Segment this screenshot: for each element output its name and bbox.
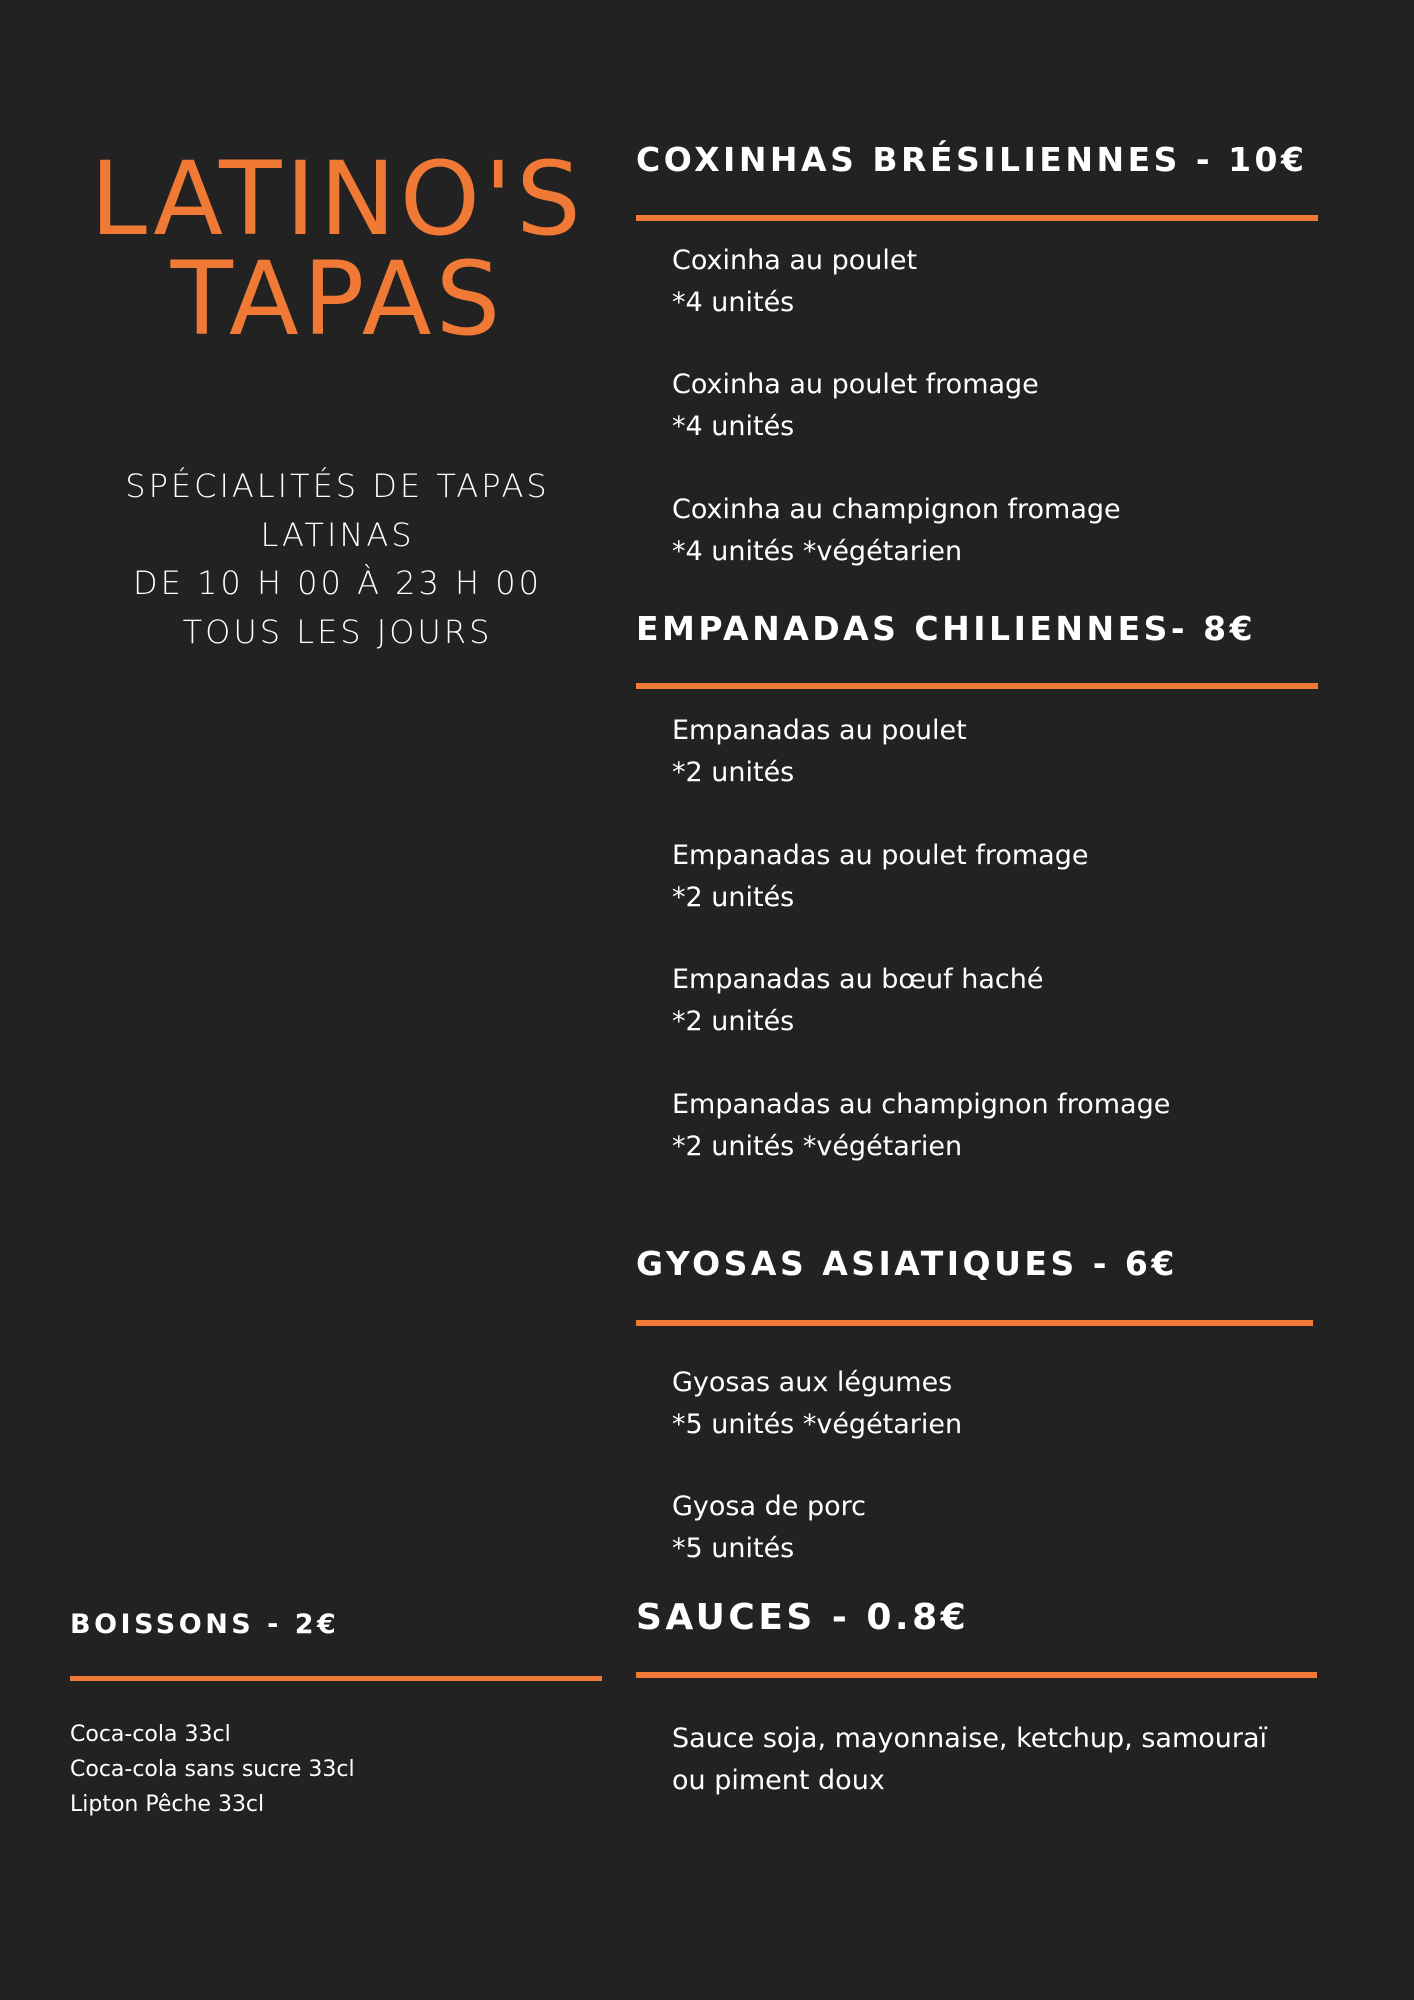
menu-item-name: Coxinha au poulet fromage: [672, 369, 1039, 400]
menu-item: [672, 835, 1088, 919]
menu-item: [672, 364, 1039, 448]
restaurant-name: [60, 140, 615, 359]
menu-item-detail: *2 unités: [672, 882, 795, 913]
menu-item-name: Empanadas au bœuf haché: [672, 964, 1044, 995]
menu-item-name: Empanadas au champignon fromage: [672, 1089, 1171, 1120]
sauces-description: [672, 1718, 1267, 1802]
section-title-coxinhas: COXINHAS BRÉSILIENNES - 10€: [636, 140, 1308, 179]
menu-item: [672, 1362, 962, 1446]
tagline-line-3: DE 10 H 00 À 23 H 00: [133, 564, 542, 602]
menu-item-name: Gyosas aux légumes: [672, 1367, 953, 1398]
menu-item-name: Empanadas au poulet: [672, 715, 967, 746]
menu-item-detail: *5 unités: [672, 1533, 795, 1564]
menu-item-detail: *2 unités: [672, 1006, 795, 1037]
menu-item-name: Coxinha au champignon fromage: [672, 494, 1121, 525]
section-title-sauces: SAUCES - 0.8€: [636, 1597, 970, 1638]
menu-item: [672, 489, 1121, 573]
drink-item: Coca-cola sans sucre 33cl: [70, 1757, 355, 1782]
menu-item: [672, 1084, 1170, 1168]
menu-item-name: Empanadas au poulet fromage: [672, 840, 1089, 871]
section-divider-sauces: [636, 1672, 1317, 1678]
section-divider-boissons: [70, 1676, 602, 1681]
menu-item-detail: *4 unités: [672, 411, 795, 442]
section-divider-gyosas: [636, 1320, 1313, 1326]
section-title-gyosas: GYOSAS ASIATIQUES - 6€: [636, 1244, 1178, 1283]
restaurant-name-line-2: TAPAS: [170, 240, 505, 359]
menu-item-name: Gyosa de porc: [672, 1491, 866, 1522]
drink-item: Lipton Pêche 33cl: [70, 1792, 265, 1817]
menu-item: [672, 1486, 866, 1570]
menu-item-detail: *2 unités: [672, 757, 795, 788]
menu-item-detail: *2 unités *végétarien: [672, 1131, 963, 1162]
menu-item-detail: *4 unités: [672, 287, 795, 318]
menu-item-name: Coxinha au poulet: [672, 245, 918, 276]
drinks-list: [70, 1717, 355, 1822]
section-title-boissons: BOISSONS - 2€: [70, 1609, 340, 1640]
tagline: [60, 462, 615, 656]
sauces-line-1: Sauce soja, mayonnaise, ketchup, samouraï: [672, 1723, 1268, 1754]
tagline-line-2: LATINAS: [260, 515, 415, 554]
menu-item-detail: *4 unités *végétarien: [672, 536, 963, 567]
menu-item: [672, 240, 917, 324]
tagline-line-4: TOUS LES JOURS: [182, 612, 493, 651]
menu-item-detail: *5 unités *végétarien: [672, 1409, 963, 1440]
section-title-empanadas: EMPANADAS CHILIENNES- 8€: [636, 609, 1257, 648]
section-divider-coxinhas: [636, 215, 1318, 221]
menu-item: [672, 710, 967, 794]
restaurant-name-line-1: LATINO'S: [90, 140, 585, 259]
menu-item: [672, 959, 1043, 1043]
sauces-line-2: ou piment doux: [672, 1765, 885, 1796]
tagline-line-1: SPÉCIALITÉS DE TAPAS: [125, 467, 550, 505]
section-divider-empanadas: [636, 683, 1318, 689]
drink-item: Coca-cola 33cl: [70, 1722, 231, 1747]
